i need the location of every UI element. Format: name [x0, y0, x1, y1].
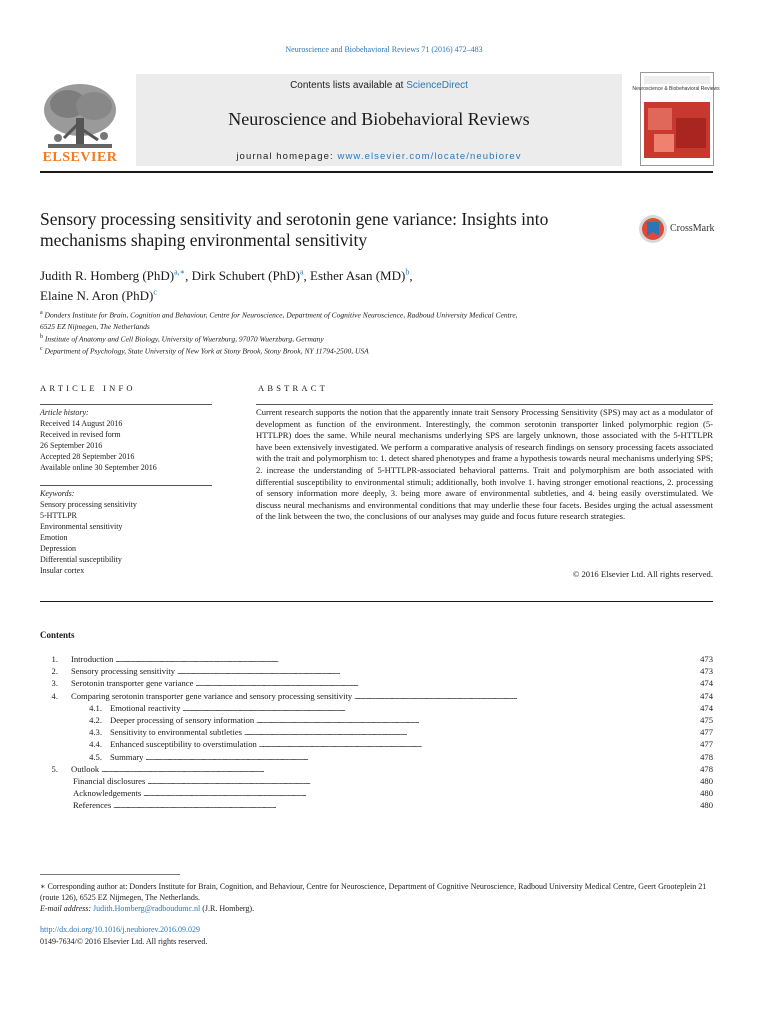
- toc-label[interactable]: Serotonin transporter gene variance: [71, 678, 194, 689]
- toc-entry[interactable]: [40, 752, 713, 764]
- toc-entry[interactable]: [40, 788, 713, 800]
- history-item: Accepted 28 September 2016: [40, 452, 135, 461]
- toc-page-number[interactable]: 480: [700, 788, 713, 799]
- toc-label[interactable]: Sensitivity to environmental subtleties: [110, 727, 242, 738]
- history-item: Received 14 August 2016: [40, 419, 123, 428]
- toc-number: 4.1.: [89, 702, 102, 713]
- crossmark-badge[interactable]: [638, 214, 718, 244]
- toc-leader-dots: [354, 691, 691, 701]
- toc-leader-dots: [259, 739, 691, 749]
- toc-label[interactable]: Summary: [110, 751, 144, 762]
- contents-available-prefix: Contents lists available at: [290, 80, 407, 91]
- toc-label[interactable]: Financial disclosures: [73, 775, 146, 786]
- keyword-item: Environmental sensitivity: [40, 522, 123, 531]
- abstract-copyright: © 2016 Elsevier Ltd. All rights reserved.: [572, 569, 713, 579]
- abstract-text: Current research supports the notion that the apparently innate trait Sensory Processing Sensitivity (SPS) may act as a modulator of development as function of the environment. Interestingly, the common serotonin transporter linked polymorphic region (5-HTTLPR) does the same. While neural mechanisms underlying SPS are largely unknown, those associated with the 5-HTTLPR have been extensively investigated. We perform a comparative analysis of research findings on sensory processing facets associated with the trait and polymorphism to: 1. detect shared phenotypes and frame a hypothesis towards neural mechanisms underlying SPS; 2. increase the understanding of 5-HTTLPR-associated behavioral patterns. Trait and polymorphism are both associated with differential susceptibility to environmental stimuli; additionally, both involve 1. having stronger emotional reactions, 2. processing of sensory information more deeply, 3. being more aware of environmental subtleties, and 4. being easily overstimulated. We discuss neural mechanisms and environmental conditions that may underlie these four facets. Besides urging the actual assessment of the link between the two, the conclusions of our analyses may guide and focus future research strategies.: [256, 407, 713, 522]
- contents-rule: [40, 601, 713, 602]
- toc-page-number[interactable]: 475: [700, 714, 713, 725]
- toc-entry[interactable]: [40, 715, 713, 727]
- toc-page-number[interactable]: 478: [700, 763, 713, 774]
- toc-leader-dots: [115, 654, 691, 664]
- history-item: Available online 30 September 2016: [40, 463, 157, 472]
- article-history: [40, 407, 230, 473]
- keyword-item: Sensory processing sensitivity: [40, 500, 137, 509]
- author-1[interactable]: Judith R. Homberg (PhD)$^{a,∗}$: [40, 268, 186, 284]
- affiliations: [40, 308, 680, 357]
- toc-entry[interactable]: [40, 776, 713, 788]
- toc-page-number[interactable]: 473: [700, 654, 713, 664]
- journal-name: Neuroscience and Biobehavioral Reviews: [228, 109, 530, 129]
- email-link[interactable]: Judith.Homberg@radboudumc.nl: [93, 904, 201, 913]
- toc-page-number[interactable]: 480: [700, 800, 713, 811]
- toc-number: 4.2.: [89, 714, 102, 725]
- email-suffix: (J.R. Homberg).: [200, 904, 255, 913]
- toc-entry[interactable]: [40, 800, 713, 812]
- toc-leader-dots: [177, 666, 691, 676]
- corresponding-author-footnote: [40, 881, 713, 914]
- homepage-prefix: journal homepage:: [236, 151, 338, 162]
- keywords-list: [40, 488, 230, 576]
- author-4[interactable]: Elaine N. Aron (PhD)$^c$: [40, 287, 157, 304]
- keywords-rule: [40, 485, 212, 486]
- toc-leader-dots: [256, 715, 691, 725]
- toc-leader-dots: [147, 776, 691, 786]
- affiliation-c: $^c$ Department of Psychology, State University of New York at Stony Brook, Stony Brook, NY 11794-2500, USA: [40, 346, 369, 356]
- toc-leader-dots: [244, 727, 691, 737]
- journal-citation[interactable]: Neuroscience and Biobehavioral Reviews 71 (2016) 472–483: [285, 45, 483, 54]
- journal-homepage: [136, 151, 622, 162]
- toc-entry[interactable]: [40, 691, 713, 703]
- table-of-contents: [40, 654, 713, 812]
- sciencedirect-link[interactable]: ScienceDirect: [406, 80, 468, 91]
- email-label: E-mail address:: [40, 904, 94, 913]
- toc-label[interactable]: Deeper processing of sensory information: [110, 714, 255, 725]
- toc-number: 4.3.: [89, 727, 102, 738]
- toc-leader-dots: [195, 678, 691, 688]
- crossmark-icon: [638, 214, 668, 244]
- toc-entry[interactable]: [40, 654, 713, 666]
- toc-page-number[interactable]: 474: [700, 690, 713, 701]
- toc-page-number[interactable]: 477: [700, 727, 713, 738]
- homepage-link[interactable]: www.elsevier.com/locate/neubiorev: [337, 151, 522, 162]
- keyword-item: Insular cortex: [40, 566, 85, 575]
- header-rule: [40, 171, 713, 173]
- author-list: Judith R. Homberg (PhD)$^{a,∗}$, Dirk Schubert (PhD)$^a$, Esther Asan (MD)$^b$, Elaine N. Aron (PhD)$^c$: [40, 268, 413, 304]
- toc-entry[interactable]: [40, 666, 713, 678]
- toc-entry[interactable]: [40, 727, 713, 739]
- toc-label[interactable]: Emotional reactivity: [110, 702, 181, 713]
- toc-number: 3.: [51, 678, 58, 689]
- keyword-item: Depression: [40, 544, 76, 553]
- contents-available: [136, 80, 622, 91]
- toc-label[interactable]: Comparing serotonin transporter gene variance and sensory processing sensitivity: [71, 690, 353, 701]
- toc-label[interactable]: Outlook: [71, 763, 100, 774]
- toc-number: 2.: [51, 666, 58, 677]
- toc-page-number[interactable]: 473: [700, 666, 713, 677]
- elsevier-wordmark: ELSEVIER: [42, 150, 118, 165]
- history-item: 26 September 2016: [40, 441, 103, 450]
- journal-cover-thumbnail[interactable]: [632, 72, 720, 166]
- keyword-item: 5-HTTLPR: [40, 511, 77, 520]
- cover-title: Neuroscience & Biobehavioral Reviews: [632, 86, 720, 92]
- abstract-rule: [256, 404, 713, 405]
- affiliation-a-cont: 6525 EZ Nijmegen, The Netherlands: [40, 321, 150, 331]
- toc-number: 1.: [51, 654, 58, 664]
- toc-leader-dots: [143, 788, 691, 798]
- toc-page-number[interactable]: 477: [700, 739, 713, 750]
- toc-label[interactable]: Enhanced susceptibility to overstimulation: [110, 739, 257, 750]
- issn-line: 0149-7634/© 2016 Elsevier Ltd. All rights reserved.: [40, 937, 208, 946]
- toc-page-number[interactable]: 480: [700, 775, 713, 786]
- doi-link[interactable]: http://dx.doi.org/10.1016/j.neubiorev.2016.09.029: [40, 925, 200, 934]
- abstract-heading: ABSTRACT: [258, 383, 328, 393]
- toc-leader-dots: [145, 752, 691, 762]
- author-3[interactable]: Esther Asan (MD)$^b$: [310, 268, 410, 284]
- toc-page-number[interactable]: 478: [700, 751, 713, 762]
- toc-number: 5.: [51, 763, 58, 774]
- crossmark-label: CrossMark: [670, 223, 715, 234]
- history-item: Received in revised form: [40, 430, 121, 439]
- article-info-heading: ARTICLE INFO: [40, 383, 136, 393]
- toc-page-number[interactable]: 474: [700, 702, 713, 713]
- affiliation-a: $^a$ Donders Institute for Brain, Cognition and Behaviour, Centre for Neuroscience, Department of Cognitive Neuroscience, Radboud University Medical Centre,: [40, 310, 518, 320]
- toc-number: 4.: [51, 690, 58, 701]
- toc-label[interactable]: Acknowledgements: [73, 788, 142, 799]
- footnote-text: ∗ Corresponding author at: Donders Institute for Brain, Cognition, and Behaviour, Centre for Neuroscience, Department of Cognitive Neuroscience, Radboud University Medical Centre, Geert Grooteplein 21 (route 126), 6525 EZ Nijmegen, The Netherlands.: [40, 882, 707, 902]
- history-label: Article history:: [40, 408, 89, 417]
- contents-heading: Contents: [40, 630, 75, 640]
- toc-label[interactable]: References: [73, 800, 112, 811]
- keyword-item: Differential susceptibility: [40, 555, 122, 564]
- toc-label[interactable]: Introduction: [71, 654, 114, 664]
- toc-leader-dots: [101, 764, 691, 774]
- affiliation-b: $^b$ Institute of Anatomy and Cell Biology, University of Wuerzburg, 97070 Wuerzburg, Germany: [40, 333, 324, 343]
- toc-leader-dots: [113, 800, 691, 810]
- article-title: Sensory processing sensitivity and serotonin gene variance: Insights into mechanisms shaping environmental sensitivity: [40, 209, 549, 250]
- toc-page-number[interactable]: 474: [700, 678, 713, 689]
- article-info-rule: [40, 404, 212, 405]
- toc-leader-dots: [182, 703, 691, 713]
- footnote-rule: [40, 874, 180, 875]
- toc-entry[interactable]: [40, 739, 713, 751]
- toc-number: 4.5.: [89, 751, 102, 762]
- toc-label[interactable]: Sensory processing sensitivity: [71, 666, 176, 677]
- toc-number: 4.4.: [89, 739, 102, 750]
- keyword-item: Emotion: [40, 533, 68, 542]
- author-2[interactable]: Dirk Schubert (PhD)$^a$: [191, 268, 304, 284]
- toc-entry[interactable]: [40, 678, 713, 690]
- keywords-label: Keywords:: [40, 489, 75, 498]
- toc-entry[interactable]: [40, 764, 713, 776]
- toc-entry[interactable]: [40, 703, 713, 715]
